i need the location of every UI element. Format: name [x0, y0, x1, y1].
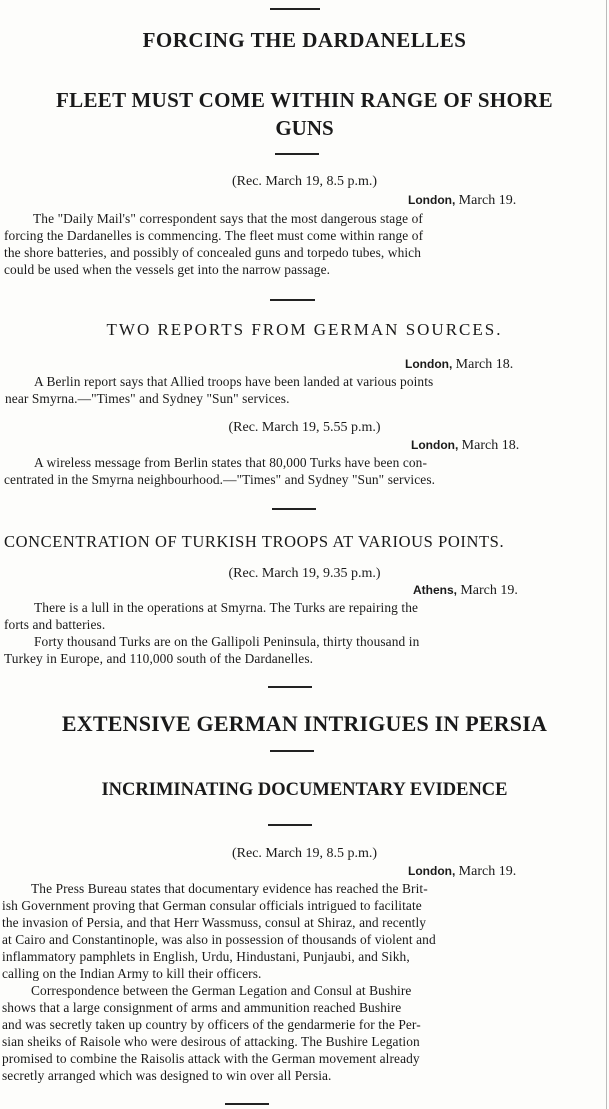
paragraph-line: There is a lull in the operations at Smyrna. The Turks are repairing the [34, 600, 419, 615]
headline-dardanelles: FORCING THE DARDANELLES [142, 28, 467, 52]
subhead-fleet-line-1: FLEET MUST COME WITHIN RANGE OF SHORE [56, 88, 553, 112]
received-note: (Rec. March 19, 9.35 p.m.) [228, 566, 381, 581]
divider-rule [268, 686, 312, 688]
paragraph-line: forts and batteries. [4, 617, 106, 632]
scan-edge-line [606, 0, 607, 1109]
received-note: (Rec. March 19, 5.55 p.m.) [228, 420, 381, 435]
paragraph-line: near Smyrna.—"Times" and Sydney "Sun" services. [5, 391, 290, 406]
paragraph-line: The "Daily Mail's" correspondent says that the most dangerous stage of [33, 211, 423, 226]
divider-rule [275, 153, 319, 155]
paragraph-line: the shore batteries, and possibly of concealed guns and torpedo tubes, which [4, 245, 422, 260]
paragraph-line: Forty thousand Turks are on the Gallipoli Peninsula, thirty thousand in [34, 634, 420, 649]
dateline [413, 583, 518, 599]
received-note: (Rec. March 19, 8.5 p.m.) [231, 174, 378, 189]
paragraph-line: A Berlin report says that Allied troops have been landed at various points [34, 374, 434, 389]
headline-german-sources: TWO REPORTS FROM GERMAN SOURCES. [106, 320, 503, 339]
paragraph-line: A wireless message from Berlin states that 80,000 Turks have been con- [34, 455, 428, 470]
subhead-evidence: INCRIMINATING DOCUMENTARY EVIDENCE [101, 780, 508, 800]
dateline [408, 864, 516, 880]
divider-rule [270, 750, 314, 752]
dateline-place: Athens, [413, 583, 458, 597]
top-rule [270, 8, 320, 10]
paragraph-line: Turkey in Europe, and 110,000 south of the Dardanelles. [4, 651, 314, 666]
paragraph-line: calling on the Indian Army to kill their officers. [2, 966, 262, 981]
paragraph-line: secretly arranged which was designed to win over all Persia. [2, 1068, 332, 1083]
paragraph-line: centrated in the Smyrna neighbourhood.—"Times" and Sydney "Sun" services. [4, 472, 436, 487]
paragraph-line: Correspondence between the German Legation and Consul at Bushire [31, 983, 412, 998]
paragraph-line: at Cairo and Constantinople, was also in possession of thousands of violent and [2, 932, 436, 947]
headline-turkish-troops: CONCENTRATION OF TURKISH TROOPS AT VARIOUS POINTS. [4, 532, 505, 551]
paragraph-line: sian sheiks of Raisole who were desirous of attacking. The Bushire Legation [2, 1034, 420, 1049]
headline-persia: EXTENSIVE GERMAN INTRIGUES IN PERSIA [61, 711, 548, 736]
paragraph-line: shows that a large consignment of arms and ammunition reached Bushire [2, 1000, 402, 1015]
dateline-date: March 19. [460, 583, 518, 598]
divider-rule [225, 1103, 269, 1105]
received-note: (Rec. March 19, 8.5 p.m.) [231, 846, 378, 861]
dateline-date: March 19. [458, 193, 517, 208]
dateline-date: March 19. [458, 864, 517, 879]
dateline [405, 357, 513, 373]
dateline-place: London, [408, 193, 456, 207]
paragraph-line: and was secretly taken up country by officers of the gendarmerie for the Per- [2, 1017, 421, 1032]
paragraph-line: the invasion of Persia, and that Herr Wassmuss, consul at Shiraz, and recently [2, 915, 427, 930]
dateline-place: London, [411, 438, 459, 452]
paragraph-line: ish Government proving that German consular officials intrigued to facilitate [2, 898, 422, 913]
paragraph-line: inflammatory pamphlets in English, Urdu, Hindustani, Punjaubi, and Sikh, [2, 949, 410, 964]
paragraph-line: The Press Bureau states that documentary evidence has reached the Brit- [31, 881, 428, 896]
subhead-fleet-line-2: GUNS [275, 116, 334, 140]
divider-rule [268, 824, 312, 826]
dateline-date: March 18. [455, 357, 514, 372]
dateline [408, 193, 516, 209]
paragraph-line: forcing the Dardanelles is commencing. The fleet must come within range of [4, 228, 424, 243]
dateline-date: March 18. [461, 438, 520, 453]
dateline [411, 438, 519, 454]
divider-rule [272, 508, 316, 510]
dateline-place: London, [408, 864, 456, 878]
dateline-place: London, [405, 357, 453, 371]
divider-rule [270, 299, 315, 301]
paragraph-line: could be used when the vessels get into the narrow passage. [4, 262, 331, 277]
paragraph-line: promised to combine the Raisolis attack with the German movement already [2, 1051, 420, 1066]
